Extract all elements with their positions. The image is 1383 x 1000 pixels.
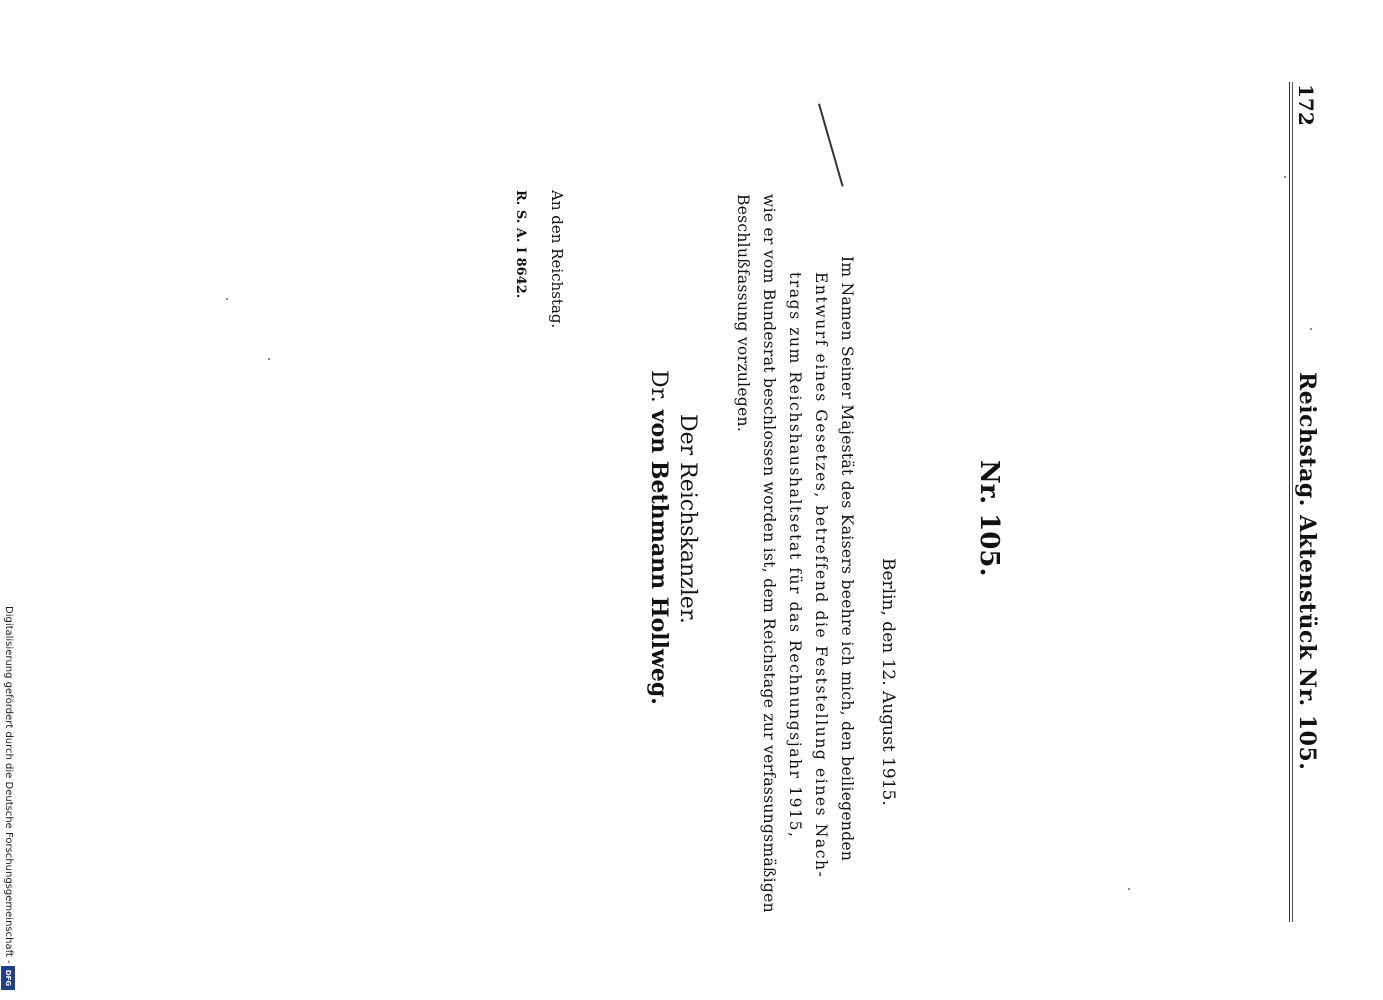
scan-speck <box>1284 176 1286 178</box>
scan-speck <box>268 358 270 360</box>
page-number: 172 <box>1294 84 1318 126</box>
signature-prefix: Dr. <box>646 370 671 403</box>
body-line: Im Namen Seiner Majestät des Kaisers beehre ich mich, den beiliegenden <box>838 256 856 862</box>
signature-name: von Bethmann Hollweg. <box>646 409 672 705</box>
body-line: trags zum Reichshaushaltsetat für das Rechnungsjahr 1915, <box>786 272 804 839</box>
running-head: Reichstag. Aktenstück Nr. 105. <box>1294 372 1320 771</box>
dfg-logo-text: DFG <box>4 969 12 987</box>
signature-block <box>646 370 672 705</box>
digitization-credit: Digitalisierung gefördert durch die Deutsche Forschungsgemeinschaft - <box>3 606 14 964</box>
addressee: An den Reichstag. <box>548 190 566 329</box>
document-number: Nr. 105. <box>974 460 1004 577</box>
pen-mark <box>818 103 844 186</box>
body-line: wie er vom Bundesrat beschlossen worden ist, dem Reichstage zur verfassungsmäßigen <box>760 194 778 913</box>
body-line: Entwurf eines Gesetzes, betreffend die Feststellung eines Nach- <box>812 272 830 879</box>
scan-speck <box>1128 888 1130 890</box>
file-reference: R. S. A. I 8642. <box>513 190 528 299</box>
signature-title: Der Reichskanzler. <box>675 414 700 624</box>
place-date: Berlin, den 12. August 1915. <box>878 558 898 806</box>
header-rule <box>1289 82 1293 922</box>
body-line: Beschlußfassung vorzulegen. <box>734 194 752 433</box>
scan-speck <box>226 298 228 300</box>
scan-speck <box>1310 328 1312 330</box>
dfg-logo <box>1 966 15 990</box>
